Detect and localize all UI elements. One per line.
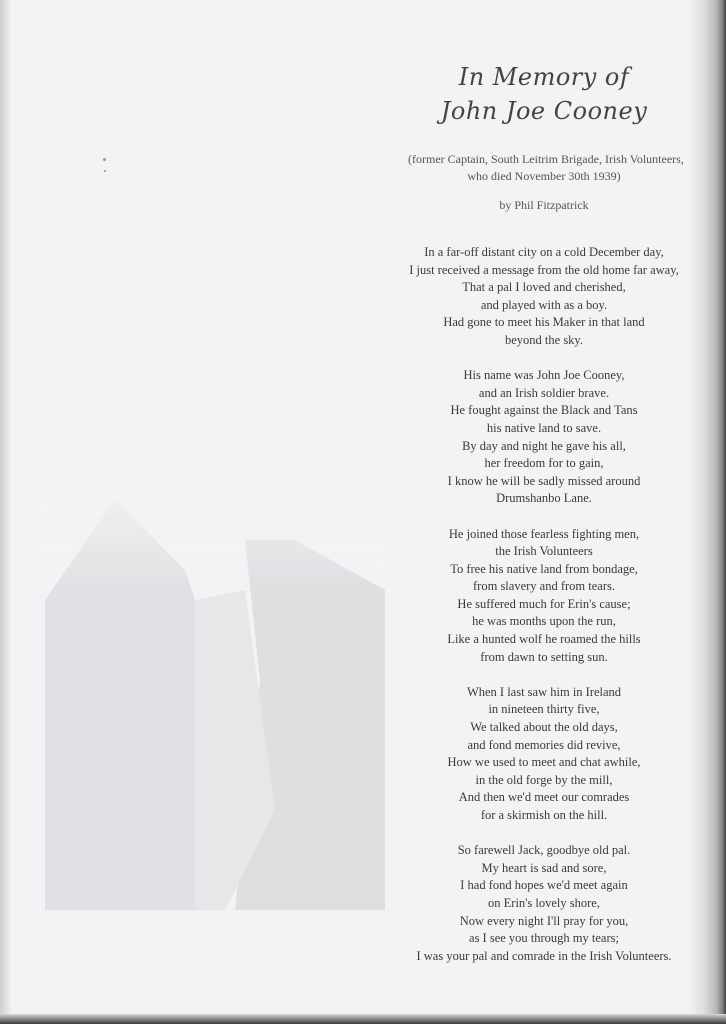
poem-line: for a skirmish on the hill. [480,808,608,822]
poem-line: and played with as a boy. [480,297,608,312]
page-left-shadow [0,0,12,1024]
subtitle-line-2: who died November 30th 1939) [467,169,621,183]
memorial-title [408,60,680,128]
subtitle-line-1: (former Captain, South Leitrim Brigade, Irish Volunteers, [408,152,684,166]
poem-line: When I last saw him in Ireland [466,684,622,699]
poem-line: He fought against the Black and Tans [450,403,638,418]
dust-speck [104,170,106,172]
memorial-subtitle [408,151,684,185]
poem-line: So farewell Jack, goodbye old pal. [457,843,631,858]
poem-line: from dawn to setting sun. [480,649,608,664]
poem-line: in the old forge by the mill, [475,772,613,787]
poem-line: In a far-off distant city on a cold December day, [424,245,664,259]
poem-line: from slavery and from tears. [473,579,615,594]
poem-line: He suffered much for Erin's cause; [457,596,631,611]
poem-line: her freedom for to gain, [484,456,604,471]
poem-stanza [408,367,680,508]
faded-background-photo [45,480,385,910]
poem-line: Drumshanbo Lane. [496,491,592,506]
poem-stanza [408,526,680,667]
poem [408,244,680,983]
poem-line: beyond the sky. [505,332,583,347]
poem-line: on Erin's lovely shore, [488,895,600,910]
poem-line: Had gone to meet his Maker in that land [443,315,645,330]
poem-line: And then we'd meet our comrades [458,790,630,805]
poem-line: My heart is sad and sore, [481,860,607,875]
poem-line: We talked about the old days, [470,720,618,735]
poem-line: and fond memories did revive, [467,737,621,752]
poem-line: He joined those fearless fighting men, [448,526,640,541]
poem-line: I had fond hopes we'd meet again [460,878,628,893]
poem-line: I know he will be sadly missed around [447,473,641,488]
poem-line: in nineteen thirty five, [488,702,600,717]
book-binding-shadow [688,0,726,1024]
poem-line: That a pal I loved and cherished, [462,280,626,295]
poem-line: the Irish Volunteers [495,544,593,559]
poem-line: To free his native land from bondage, [450,561,638,576]
poem-line: I was your pal and comrade in the Irish Volunteers. [416,948,672,963]
dust-speck [103,158,106,161]
poem-line: he was months upon the run, [472,614,616,629]
poem-stanza [408,684,680,825]
poem-line: and an Irish soldier brave. [478,385,610,400]
poem-line: His name was John Joe Cooney, [463,368,625,383]
page-bottom-edge [0,1014,726,1024]
poem-line: his native land to save. [486,420,602,435]
poem-line: as I see you through my tears; [469,931,619,946]
poem-stanza [408,244,680,350]
title-line-1: In Memory of [458,63,630,91]
poem-line: Now every night I'll pray for you, [459,913,629,928]
poem-line: Like a hunted wolf he roamed the hills [447,632,641,647]
author-byline: by Phil Fitzpatrick [499,198,589,212]
poem-line: I just received a message from the old home far away, [409,262,679,277]
poem-line: By day and night he gave his all, [462,438,626,453]
title-line-2: John Joe Cooney [440,97,648,125]
poem-stanza [408,842,680,965]
poem-line: How we used to meet and chat awhile, [447,755,641,770]
